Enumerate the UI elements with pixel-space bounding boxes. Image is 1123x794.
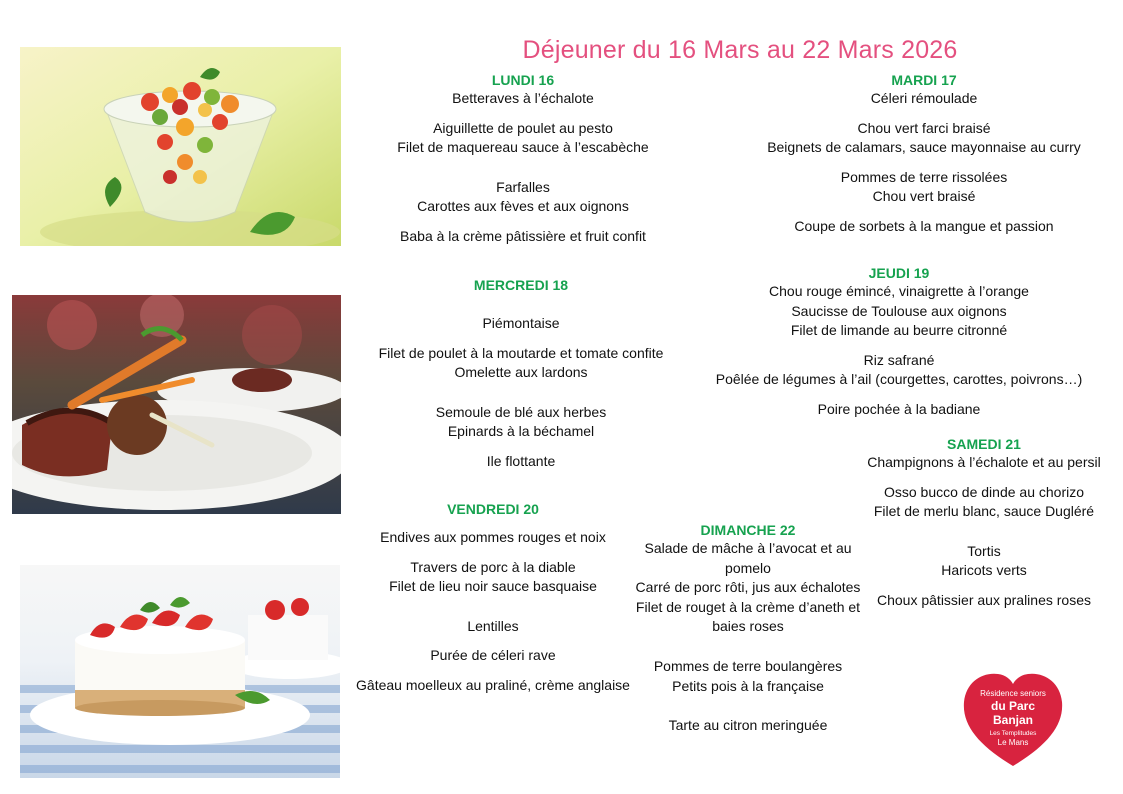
dish: Champignons à l’échalote et au persil (867, 454, 1101, 470)
dish: Filet de merlu blanc, sauce Dugléré (873, 503, 1095, 520)
day-heading: VENDREDI 20 (447, 501, 539, 517)
dish: Poêlée de légumes à l’ail (courgettes, carottes, poivrons…) (715, 371, 1083, 388)
dish: Saucisse de Toulouse aux oignons (791, 302, 1007, 319)
dish: Omelette aux lardons (454, 364, 588, 381)
cheesecake-photo (20, 565, 340, 778)
dish: Filet de lieu noir sauce basquaise (389, 578, 597, 595)
dish: Farfalles (496, 178, 550, 195)
dish: Pommes de terre rissolées (840, 168, 1008, 185)
logo-line3: Banjan (992, 713, 1034, 727)
dish: Osso bucco de dinde au chorizo (883, 483, 1084, 500)
dish: Betteraves à l’échalote (452, 90, 594, 106)
dish: Filet de rouget à la crème d’aneth et (635, 598, 861, 615)
dish: Ile flottante (486, 452, 556, 469)
day-heading: MERCREDI 18 (473, 277, 569, 293)
dish: Aiguillette de poulet au pesto (433, 119, 613, 136)
residence-logo (960, 668, 1066, 773)
logo-line4: Les Templitudes (989, 730, 1037, 737)
dish: Piémontaise (482, 315, 560, 331)
logo-line5: Le Mans (997, 738, 1029, 747)
day-heading: SAMEDI 21 (947, 436, 1021, 452)
dish: Chou rouge émincé, vinaigrette à l’orange (769, 283, 1029, 299)
dish: pomelo (725, 559, 771, 576)
dish: Epinards à la béchamel (447, 423, 595, 440)
dish: Pommes de terre boulangères (653, 657, 843, 674)
dish: Coupe de sorbets à la mangue et passion (794, 217, 1054, 234)
dish: Carottes aux fèves et aux oignons (417, 198, 629, 215)
salad-photo (20, 47, 341, 246)
day-heading: MARDI 17 (891, 72, 957, 88)
dish: Lentilles (467, 617, 519, 634)
dish: Salade de mâche à l’avocat et au (644, 540, 852, 556)
dish: Baba à la crème pâtissière et fruit confit (400, 227, 646, 244)
dish: Petits pois à la française (672, 677, 824, 694)
dish: Haricots verts (941, 562, 1027, 579)
day-heading: JEUDI 19 (868, 265, 930, 281)
dish: Riz safrané (863, 351, 935, 368)
dish: Beignets de calamars, sauce mayonnaise au curry (767, 139, 1081, 156)
day-friday (343, 500, 643, 696)
dish: Semoule de blé aux herbes (435, 403, 607, 420)
dish: Chou vert braisé (872, 188, 976, 205)
day-saturday (854, 435, 1114, 611)
day-heading: LUNDI 16 (491, 72, 555, 88)
dish: Filet de limande au beurre citronné (790, 322, 1008, 339)
dish: Purée de céleri rave (430, 647, 556, 664)
dish: Travers de porc à la diable (410, 558, 576, 575)
logo-line1: Résidence seniors (980, 689, 1046, 698)
dish: Choux pâtissier aux pralines roses (877, 591, 1091, 608)
dish: Céleri rémoulade (870, 90, 978, 106)
logo-line2: du Parc (990, 699, 1036, 713)
dish: Tarte au citron meringuée (668, 717, 828, 734)
lamb-photo (12, 295, 341, 514)
dish: Filet de maquereau sauce à l’escabèche (397, 139, 649, 156)
dish: Poire pochée à la badiane (817, 400, 981, 417)
menu-title: Déjeuner du 16 Mars au 22 Mars 2026 (522, 36, 958, 64)
dish: baies roses (712, 618, 784, 635)
dish: Gâteau moelleux au praliné, crème anglaise (356, 676, 630, 693)
dish: Filet de poulet à la moutarde et tomate confite (378, 344, 664, 361)
day-sunday (623, 521, 873, 736)
dish: Chou vert farci braisé (857, 119, 991, 136)
day-wednesday (361, 276, 681, 472)
dish: Tortis (967, 542, 1001, 559)
day-thursday (699, 264, 1099, 420)
day-tuesday (744, 71, 1104, 237)
dish: Endives aux pommes rouges et noix (380, 529, 606, 545)
day-monday (383, 71, 663, 247)
dish: Carré de porc rôti, jus aux échalotes (635, 579, 861, 596)
day-heading: DIMANCHE 22 (700, 522, 796, 538)
